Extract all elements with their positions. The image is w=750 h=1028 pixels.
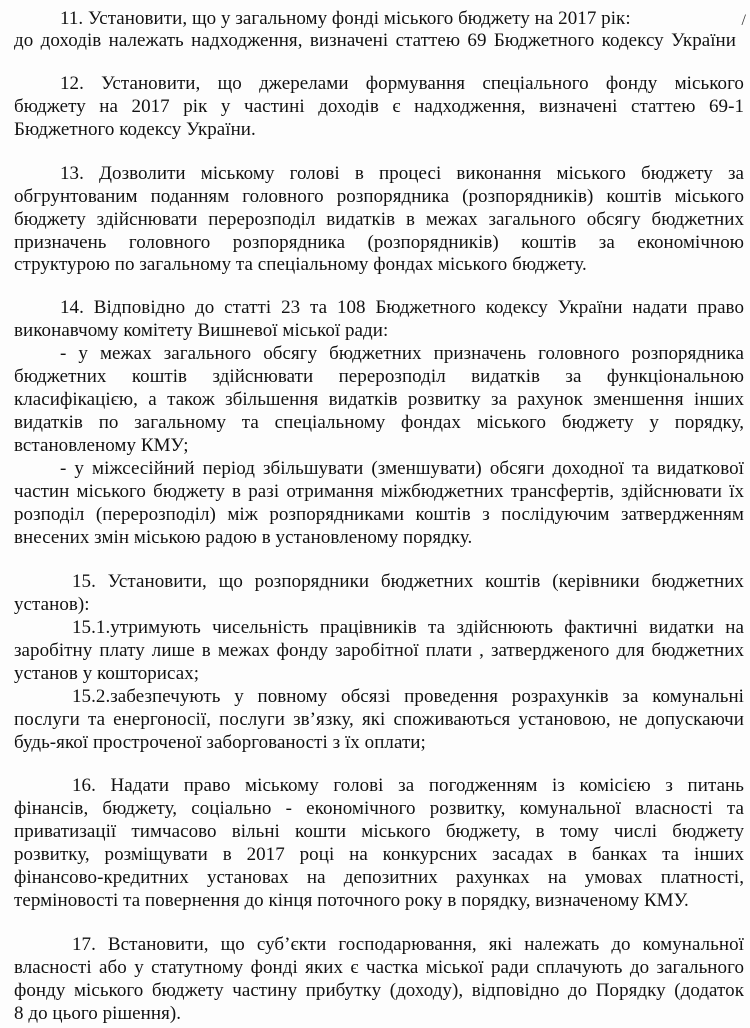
- text-line: фінансово-кредитних установах на депозитних рахунках на умовах платності,: [14, 867, 744, 888]
- edge-mark: /: [741, 12, 746, 29]
- text-line: внесених змін міською радою в установленому порядку.: [14, 527, 473, 548]
- text-line: установ у кошторисах;: [14, 663, 200, 684]
- text-line: 15.2.забезпечують у повному обсязі проведення розрахунків за комунальні: [72, 686, 744, 707]
- text-line: 13. Дозволити міському голові в процесі виконання міського бюджету за: [60, 163, 744, 184]
- text-line: - у міжсесійний період збільшувати (зменшувати) обсяги доходної та видаткової: [60, 458, 744, 479]
- text-line: класифікацією, а також збільшення видатків розвитку за рахунок зменшення інших: [14, 389, 744, 410]
- text-line: обгрунтованим поданням головного розпорядника (розпорядників) коштів міського: [14, 186, 744, 207]
- text-line: приватизації тимчасово вільні кошти міського бюджету, в тому числі бюджету: [14, 821, 744, 842]
- text-line: до доходів належать надходження, визначені статтею 69 Бюджетного кодексу України: [14, 30, 736, 51]
- text-line: бюджету на 2017 рік у частині доходів є надходження, визначені статтею 69-1: [14, 96, 744, 117]
- text-line: послуги та енергоносії, послуги зв’язку, які споживаються установою, не допускаючи: [14, 709, 744, 730]
- text-line: розвитку, розміщувати в 2017 році на конкурсних засадах в банках та інших: [14, 844, 744, 865]
- text-line: 8 до цього рішення).: [14, 1003, 182, 1024]
- text-line: бюджетних коштів здійснювати перерозподіл видатків за функціональною: [14, 366, 744, 387]
- text-line: будь-якої простроченої заборгованості з їх оплати;: [14, 732, 426, 753]
- text-line: фінансів, бюджету, соціально - економічного розвитку, комунальної власності та: [14, 798, 744, 819]
- text-line: бюджету здійснювати перерозподіл видатків в межах загального обсягу бюджетних: [14, 209, 744, 230]
- text-line: частин міського бюджету в разі отримання міжбюджетних трансфертів, здійснювати їх: [14, 481, 744, 502]
- text-line: заробітну плату лише в межах фонду заробітної плати , затвердженого для бюджетних: [14, 640, 744, 661]
- text-line: Бюджетного кодексу України.: [14, 119, 256, 140]
- text-line: - у межах загального обсягу бюджетних призначень головного розпорядника: [60, 343, 744, 364]
- text-line: призначень головного розпорядника (розпорядників) коштів за економічною: [14, 232, 744, 253]
- text-line: виконавчому комітету Вишневої міської ради:: [14, 320, 389, 341]
- text-line: 16. Надати право міському голові за погодженням із комісією з питань: [72, 775, 744, 796]
- text-line: видатків по загальному та спеціальному фондах міського бюджету у порядку,: [14, 412, 744, 433]
- text-line: 17. Встановити, що суб’єкти господарювання, які належать до комунальної: [72, 934, 744, 955]
- text-line: фонду міського бюджету частину прибутку (доходу), відповідно до Порядку (додаток: [14, 980, 744, 1001]
- text-line: 11. Установити, що у загальному фонді міського бюджету на 2017 рік:: [60, 8, 631, 29]
- text-line: терміновості та повернення до кінця поточного року в порядку, визначеному КМУ.: [14, 890, 689, 911]
- text-line: структурою по загальному та спеціальному фондах міського бюджету.: [14, 254, 587, 275]
- text-line: 15. Установити, що розпорядники бюджетних коштів (керівники бюджетних: [72, 571, 744, 592]
- text-line: установ):: [14, 594, 90, 615]
- text-line: встановленому КМУ;: [14, 435, 189, 456]
- text-line: розподіл (перерозподіл) між розпорядниками коштів з послідуючим затвердженням: [14, 504, 744, 525]
- text-line: 14. Відповідно до статті 23 та 108 Бюджетного кодексу України надати право: [60, 297, 744, 318]
- text-line: 15.1.утримують чисельність працівників та здійснюють фактичні видатки на: [72, 617, 744, 638]
- text-line: власності або у статутному фонді яких є частка міської ради сплачують до загального: [14, 957, 744, 978]
- text-line: 12. Установити, що джерелами формування спеціального фонду міського: [60, 73, 744, 94]
